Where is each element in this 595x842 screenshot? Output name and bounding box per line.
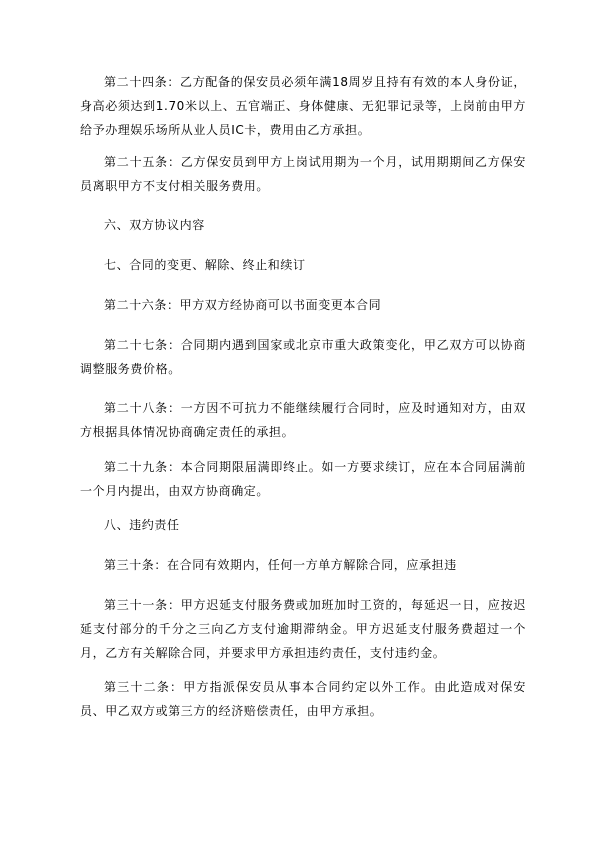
clause-30: 第三十条：在合同有效期内，任何一方单方解除合同，应承担违 [104,558,457,572]
clause-32: 第三十二条：甲方指派保安员从事本合同约定以外工作。由此造成对保安员、甲乙双方或第三方的经济赔偿责任，由甲方承担。 [80,680,526,718]
clause-26: 第二十六条：甲方双方经协商可以书面变更本合同 [104,298,382,312]
clause-28: 第二十八条：一方因不可抗力不能继续履行合同时，应及时通知对方，由双方根据具体情况协商确定责任的承担。 [80,401,526,439]
clause-31: 第三十一条：甲方迟延支付服务费或加班加时工资的，每延迟一日，应按迟延支付部分的千分之三向乙方支付逾期滞纳金。甲方迟延支付服务费超过一个月，乙方有关解除合同，并要求甲方承担违约责任，支付违约金。 [80,598,526,660]
clause-24: 第二十四条：乙方配备的保安员必须年满18周岁且持有有效的本人身份证，身高必须达到1.70米以上、五官端正、身体健康、无犯罪记录等，上岗前由甲方给予办理娱乐场所从业人员IC卡，费用由乙方承担。 [80,75,526,137]
section-heading-7: 七、合同的变更、解除、终止和续订 [104,258,306,272]
section-heading-6: 六、双方协议内容 [104,218,205,232]
clause-29: 第二十九条：本合同期限届满即终止。如一方要求续订，应在本合同届满前一个月内提出，由双方协商确定。 [80,460,526,498]
clause-25: 第二十五条：乙方保安员到甲方上岗试用期为一个月，试用期期间乙方保安员离职甲方不支付相关服务费用。 [80,155,526,193]
clause-27: 第二十七条：合同期内遇到国家或北京市重大政策变化，甲乙双方可以协商调整服务费价格。 [80,338,526,376]
section-heading-8: 八、违约责任 [104,518,180,532]
